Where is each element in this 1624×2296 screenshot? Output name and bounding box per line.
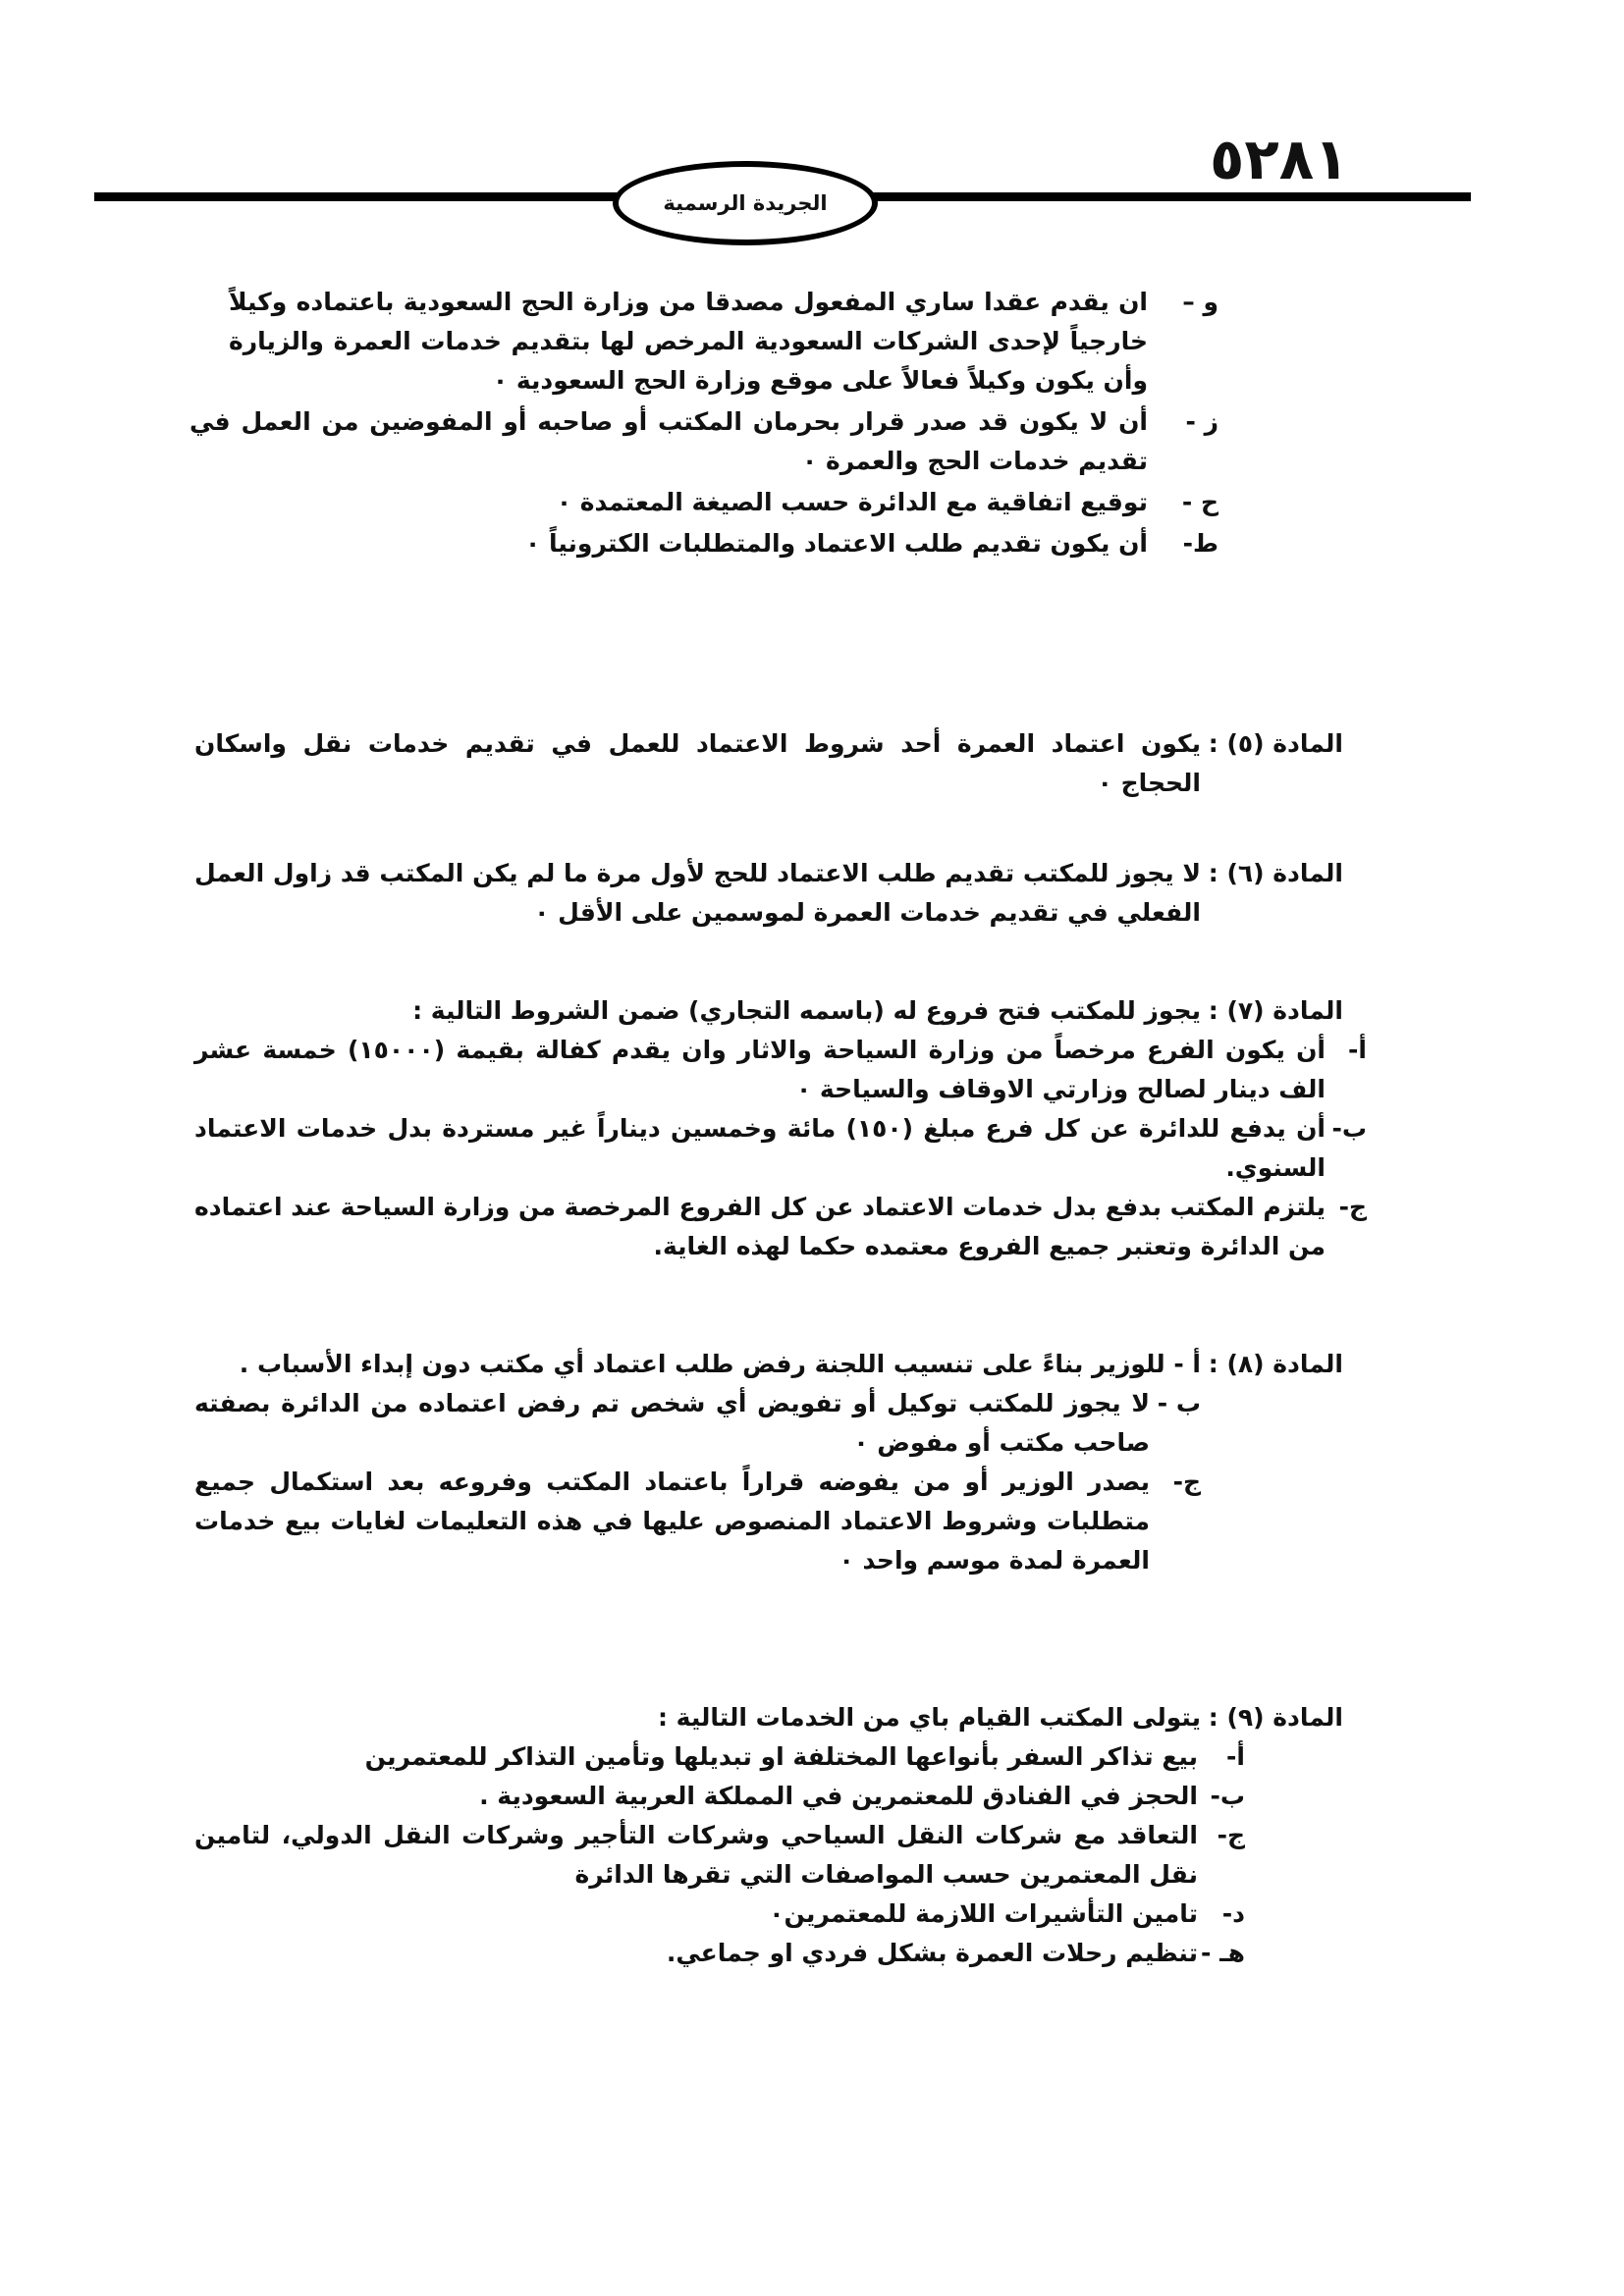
- list-item: [194, 1895, 1245, 1934]
- list-item: [229, 283, 1218, 400]
- article-9: [194, 1698, 1343, 1973]
- list-item: [189, 402, 1218, 481]
- article-text: يجوز للمكتب فتح فروع له (باسمه التجاري) ضمن الشروط التالية :: [412, 996, 1201, 1025]
- item-label: ج-: [1172, 1468, 1201, 1496]
- article-text: يتولى المكتب القيام باي من الخدمات التالية :: [657, 1703, 1201, 1732]
- article-label: المادة (٧) :: [1208, 996, 1343, 1025]
- item-label: أ-: [1348, 1036, 1367, 1064]
- item-label: ط-: [1182, 529, 1218, 558]
- article-7: [194, 991, 1367, 1266]
- item-label: ج-: [1217, 1821, 1245, 1849]
- page-number: ٥٢٨١: [1210, 126, 1349, 192]
- list-item: [229, 524, 1218, 563]
- article-label: المادة (٥) :: [1208, 729, 1343, 758]
- gazette-title: الجريدة الرسمية: [663, 191, 828, 215]
- item-label: أ-: [1226, 1742, 1245, 1771]
- item-text: تامين التأشيرات اللازمة للمعتمرين٠: [769, 1899, 1198, 1928]
- item-label: ج-: [1338, 1193, 1367, 1221]
- item-label: و –: [1182, 288, 1218, 316]
- list-item: [194, 1384, 1201, 1463]
- item-label: ح -: [1181, 488, 1218, 516]
- article-6: [194, 854, 1343, 933]
- article-label: المادة (٦) :: [1208, 859, 1343, 887]
- list-item: [194, 1934, 1245, 1973]
- item-text: أن يكون الفرع مرخصاً من وزارة السياحة والاثار وان يقدم كفالة بقيمة (١٥٠٠٠) خمسة عشر الف دينار لصالح وزارتي الاوقاف والسياحة ٠: [194, 1036, 1326, 1103]
- article-text: يكون اعتماد العمرة أحد شروط الاعتماد للعمل في تقديم خدمات نقل واسكان الحجاج ٠: [194, 729, 1201, 797]
- article-8: [194, 1345, 1343, 1580]
- item-label: هـ -: [1201, 1939, 1245, 1967]
- list-item: [194, 1463, 1201, 1580]
- item-label: ز -: [1185, 407, 1218, 436]
- list-item: [194, 1777, 1245, 1816]
- article-text: أ - للوزير بناءً على تنسيب اللجنة رفض طلب اعتماد أي مكتب دون إبداء الأسباب .: [239, 1350, 1201, 1378]
- article-5: [194, 724, 1343, 803]
- item-text: يصدر الوزير أو من يفوضه قراراً باعتماد المكتب وفروعه بعد استكمال جميع متطلبات وشروط الاعتماد المنصوص عليها في هذه التعليمات لغايات بيع خدمات العمرة لمدة موسم واحد ٠: [194, 1468, 1150, 1575]
- list-item: [194, 1109, 1367, 1188]
- continued-items: [189, 283, 1218, 563]
- gazette-title-badge: [613, 161, 878, 245]
- item-text: توقيع اتفاقية مع الدائرة حسب الصيغة المعتمدة ٠: [556, 488, 1148, 516]
- list-item: [194, 1816, 1245, 1895]
- article-label: المادة (٩) :: [1208, 1703, 1343, 1732]
- list-item: [194, 1188, 1367, 1266]
- item-label: ب -: [1157, 1389, 1201, 1417]
- item-text: أن لا يكون قد صدر قرار بحرمان المكتب أو صاحبه أو المفوضين من العمل في تقديم خدمات الحج والعمرة ٠: [189, 407, 1148, 475]
- item-label: ب-: [1210, 1782, 1245, 1810]
- item-text: ان يقدم عقدا ساري المفعول مصدقا من وزارة الحج السعودية باعتماده وكيلاً خارجياً لإحدى الشركات السعودية المرخص لها بتقديم خدمات العمرة والزيارة وأن يكون وكيلاً فعالاً على موقع وزارة الحج السعودية ٠: [229, 288, 1148, 395]
- item-text: أن يدفع للدائرة عن كل فرع مبلغ (١٥٠) مائة وخمسين ديناراً غير مستردة بدل خدمات الاعتماد السنوي.: [194, 1114, 1326, 1182]
- article-label: المادة (٨) :: [1208, 1350, 1343, 1378]
- item-text: الحجز في الفنادق للمعتمرين في المملكة العربية السعودية .: [479, 1782, 1198, 1810]
- item-text: تنظيم رحلات العمرة بشكل فردي او جماعي.: [666, 1939, 1198, 1967]
- item-text: التعاقد مع شركات النقل السياحي وشركات التأجير وشركات النقل الدولي، لتامين نقل المعتمرين حسب المواصفات التي تقرها الدائرة: [194, 1821, 1198, 1889]
- item-text: يلتزم المكتب بدفع بدل خدمات الاعتماد عن كل الفروع المرخصة من وزارة السياحة عند اعتماده من الدائرة وتعتبر جميع الفروع معتمده حكما لهذه الغاية.: [194, 1193, 1326, 1260]
- item-text: أن يكون تقديم طلب الاعتماد والمتطلبات الكترونياً ٠: [524, 529, 1148, 558]
- list-item: [229, 483, 1218, 522]
- item-text: لا يجوز للمكتب توكيل أو تفويض أي شخص تم رفض اعتماده من الدائرة بصفته صاحب مكتب أو مفوض ٠: [194, 1389, 1150, 1457]
- article-text: لا يجوز للمكتب تقديم طلب الاعتماد للحج لأول مرة ما لم يكن المكتب قد زاول العمل الفعلي في تقديم خدمات العمرة لموسمين على الأقل ٠: [194, 859, 1201, 927]
- item-label: ب-: [1331, 1114, 1367, 1143]
- list-item: [194, 1031, 1367, 1109]
- item-label: د-: [1221, 1899, 1245, 1928]
- list-item: [194, 1737, 1245, 1777]
- item-text: بيع تذاكر السفر بأنواعها المختلفة او تبديلها وتأمين التذاكر للمعتمرين: [364, 1742, 1198, 1771]
